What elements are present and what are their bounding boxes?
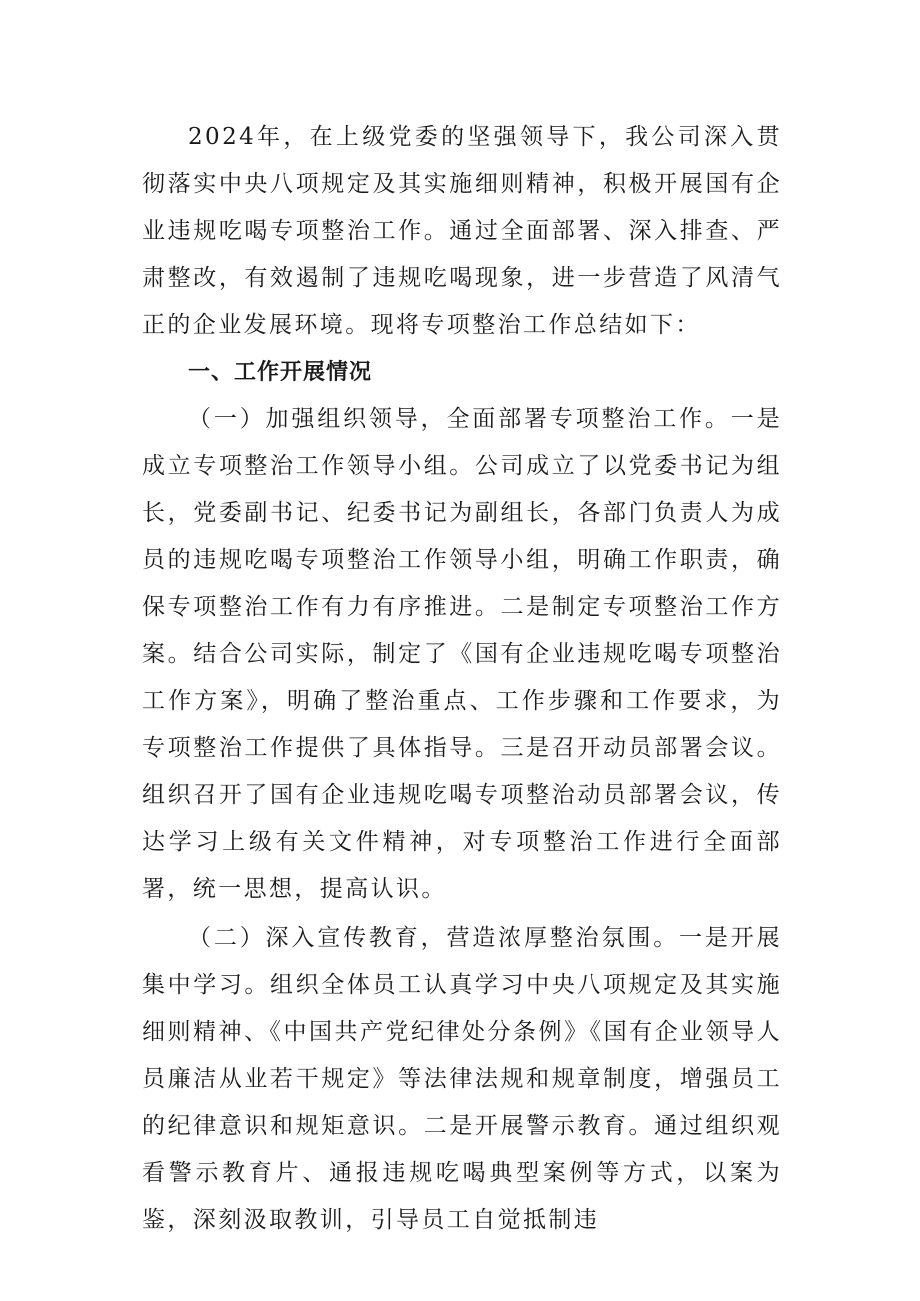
intro-paragraph: 2024年，在上级党委的坚强领导下，我公司深入贯彻落实中央八项规定及其实施细则精神，积极开展国有企业违规吃喝专项整治工作。通过全面部署、深入排查、严肃整改，有效遏制了违规吃喝现象，进一步营造了风清气正的企业发展环境。现将专项整治工作总结如下：	[142, 124, 782, 338]
body-paragraph-1: （一）加强组织领导，全面部署专项整治工作。一是成立专项整治工作领导小组。公司成立了以党委书记为组长，党委副书记、纪委书记为副组长，各部门负责人为成员的违规吃喝专项整治工作领导小组，明确工作职责，确保专项整治工作有力有序推进。二是制定专项整治工作方案。结合公司实际，制定了《国有企业违规吃喝专项整治工作方案》，明确了整治重点、工作步骤和工作要求，为专项整治工作提供了具体指导。三是召开动员部署会议。组织召开了国有企业违规吃喝专项整治动员部署会议，传达学习上级有关文件精神，对专项整治工作进行全面部署，统一思想，提高认识。	[142, 406, 782, 902]
section-heading: 一、工作开展情况	[188, 360, 373, 385]
document-page	[142, 114, 782, 1244]
body-paragraph-2: （二）深入宣传教育，营造浓厚整治氛围。一是开展集中学习。组织全体员工认真学习中央八项规定及其实施细则精神、《中国共产党纪律处分条例》《国有企业领导人员廉洁从业若干规定》等法律法规和规章制度，增强员工的纪律意识和规矩意识。二是开展警示教育。通过组织观看警示教育片、通报违规吃喝典型案例等方式，以案为鉴，深刻汲取教训，引导员工自觉抵制违	[142, 925, 782, 1233]
